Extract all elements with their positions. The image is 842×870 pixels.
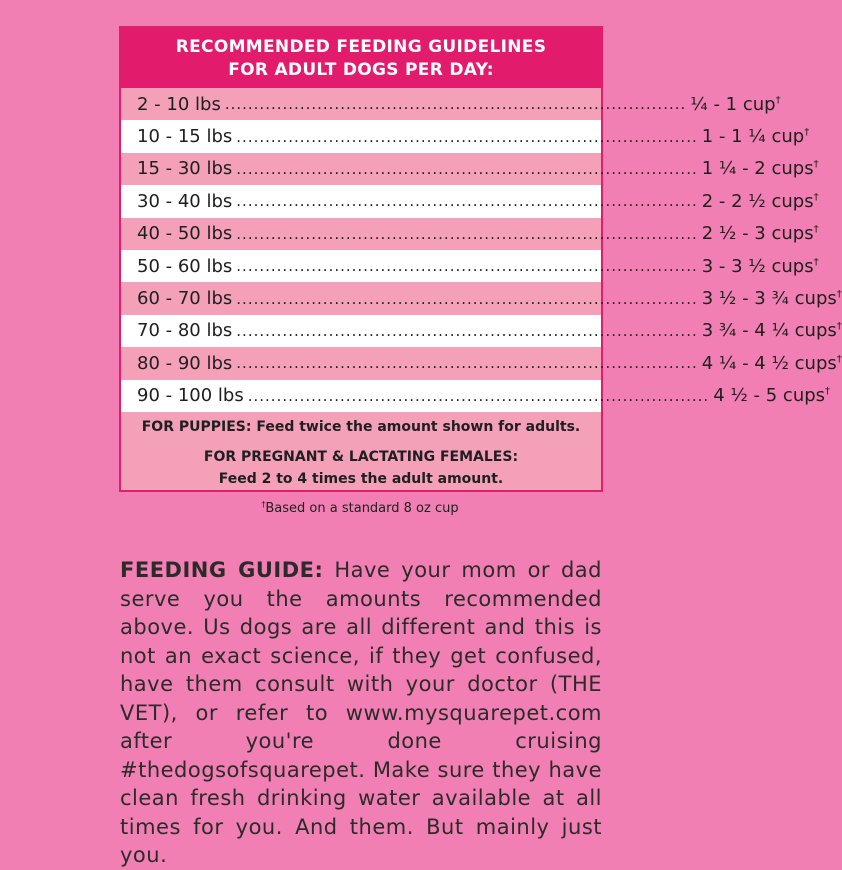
row-dot-leader: ................................................................................ bbox=[236, 257, 698, 276]
row-weight: 70 - 80 lbs bbox=[137, 320, 233, 342]
row-dot-leader: ................................................................................ bbox=[236, 159, 698, 178]
feeding-guide-label: FEEDING GUIDE: bbox=[120, 558, 324, 582]
table-rows bbox=[121, 88, 842, 412]
row-amount-text: 4 ¼ - 4 ½ cups bbox=[701, 352, 837, 374]
row-weight: 15 - 30 lbs bbox=[137, 158, 233, 180]
row-footnote-mark: † bbox=[804, 127, 810, 139]
row-amount bbox=[690, 94, 780, 115]
row-amount bbox=[702, 288, 842, 309]
table-row bbox=[121, 185, 819, 217]
footnote-mark: † bbox=[261, 500, 266, 509]
table-header bbox=[121, 28, 601, 88]
row-dot-leader: ................................................................................ bbox=[236, 224, 698, 243]
row-amount bbox=[702, 158, 819, 179]
row-dot-leader: ................................................................................ bbox=[224, 95, 687, 114]
row-footnote-mark: † bbox=[775, 94, 781, 106]
row-footnote-mark: † bbox=[813, 224, 819, 236]
table-row bbox=[121, 120, 810, 152]
table-row bbox=[121, 88, 781, 120]
row-footnote-mark: † bbox=[813, 256, 819, 268]
feeding-guide-text: Have your mom or dad serve you the amounts recommended above. Us dogs are all different and this is not an exact science, if they get confused, have them consult with your doctor (THE VET), or refer to www.mysquarepet.com after you're done cruising #thedogsofsquarepet. Make sure they have clean fresh drinking water available at all times for you. And them. But mainly just you. bbox=[120, 558, 602, 867]
row-weight: 2 - 10 lbs bbox=[137, 93, 221, 115]
row-footnote-mark: † bbox=[825, 386, 831, 398]
row-footnote-mark: † bbox=[836, 353, 842, 365]
footnote-text: Based on a standard 8 oz cup bbox=[265, 501, 459, 516]
row-dot-leader: ................................................................................ bbox=[247, 386, 710, 405]
row-weight: 90 - 100 lbs bbox=[137, 385, 244, 407]
feeding-guidelines-table bbox=[119, 26, 842, 492]
feeding-guide-paragraph bbox=[120, 556, 602, 870]
row-footnote-mark: † bbox=[836, 321, 842, 333]
table-row bbox=[121, 250, 819, 282]
row-weight: 10 - 15 lbs bbox=[137, 126, 233, 148]
row-amount-text: 1 - 1 ¼ cup bbox=[701, 126, 805, 148]
row-amount-text: 2 ½ - 3 cups bbox=[701, 223, 814, 245]
row-weight: 40 - 50 lbs bbox=[137, 223, 233, 245]
row-footnote-mark: † bbox=[813, 191, 819, 203]
table-row bbox=[121, 282, 842, 314]
row-amount bbox=[702, 256, 819, 277]
row-footnote-mark: † bbox=[836, 289, 842, 301]
row-weight: 30 - 40 lbs bbox=[137, 190, 233, 212]
row-amount-text: 1 ¼ - 2 cups bbox=[701, 158, 814, 180]
row-weight: 50 - 60 lbs bbox=[137, 255, 233, 277]
pregnant-note-line-1: FOR PREGNANT & LACTATING FEMALES: bbox=[203, 448, 519, 465]
table-notes bbox=[121, 412, 601, 490]
row-amount-text: 2 - 2 ½ cups bbox=[701, 190, 814, 212]
row-dot-leader: ................................................................................ bbox=[236, 192, 698, 211]
pregnant-note-line-2: Feed 2 to 4 times the adult amount. bbox=[218, 470, 504, 487]
row-amount bbox=[713, 385, 830, 406]
row-dot-leader: ................................................................................ bbox=[236, 321, 698, 340]
row-dot-leader: ................................................................................ bbox=[236, 289, 698, 308]
row-amount-text: 3 ¾ - 4 ¼ cups bbox=[701, 320, 837, 342]
table-row bbox=[121, 153, 819, 185]
row-amount bbox=[702, 353, 842, 374]
row-amount-text: 3 - 3 ½ cups bbox=[701, 255, 814, 277]
row-footnote-mark: † bbox=[813, 159, 819, 171]
row-weight: 60 - 70 lbs bbox=[137, 288, 233, 310]
row-amount bbox=[702, 320, 842, 341]
row-amount-text: 4 ½ - 5 cups bbox=[713, 385, 826, 407]
row-amount-text: ¼ - 1 cup bbox=[690, 93, 776, 115]
row-amount-text: 3 ½ - 3 ¾ cups bbox=[701, 288, 837, 310]
row-dot-leader: ................................................................................ bbox=[236, 354, 698, 373]
row-dot-leader: ................................................................................ bbox=[236, 127, 698, 146]
row-amount bbox=[702, 126, 809, 147]
table-row bbox=[121, 347, 842, 379]
table-row bbox=[121, 315, 842, 347]
header-line-1: RECOMMENDED FEEDING GUIDELINES bbox=[175, 37, 547, 57]
row-amount bbox=[702, 191, 819, 212]
row-amount bbox=[702, 223, 819, 244]
row-weight: 80 - 90 lbs bbox=[137, 352, 233, 374]
table-row bbox=[121, 380, 831, 412]
puppies-note: FOR PUPPIES: Feed twice the amount shown for adults. bbox=[141, 418, 581, 435]
footnote bbox=[0, 500, 720, 516]
table-row bbox=[121, 218, 819, 250]
header-line-2: FOR ADULT DOGS PER DAY: bbox=[228, 60, 494, 80]
